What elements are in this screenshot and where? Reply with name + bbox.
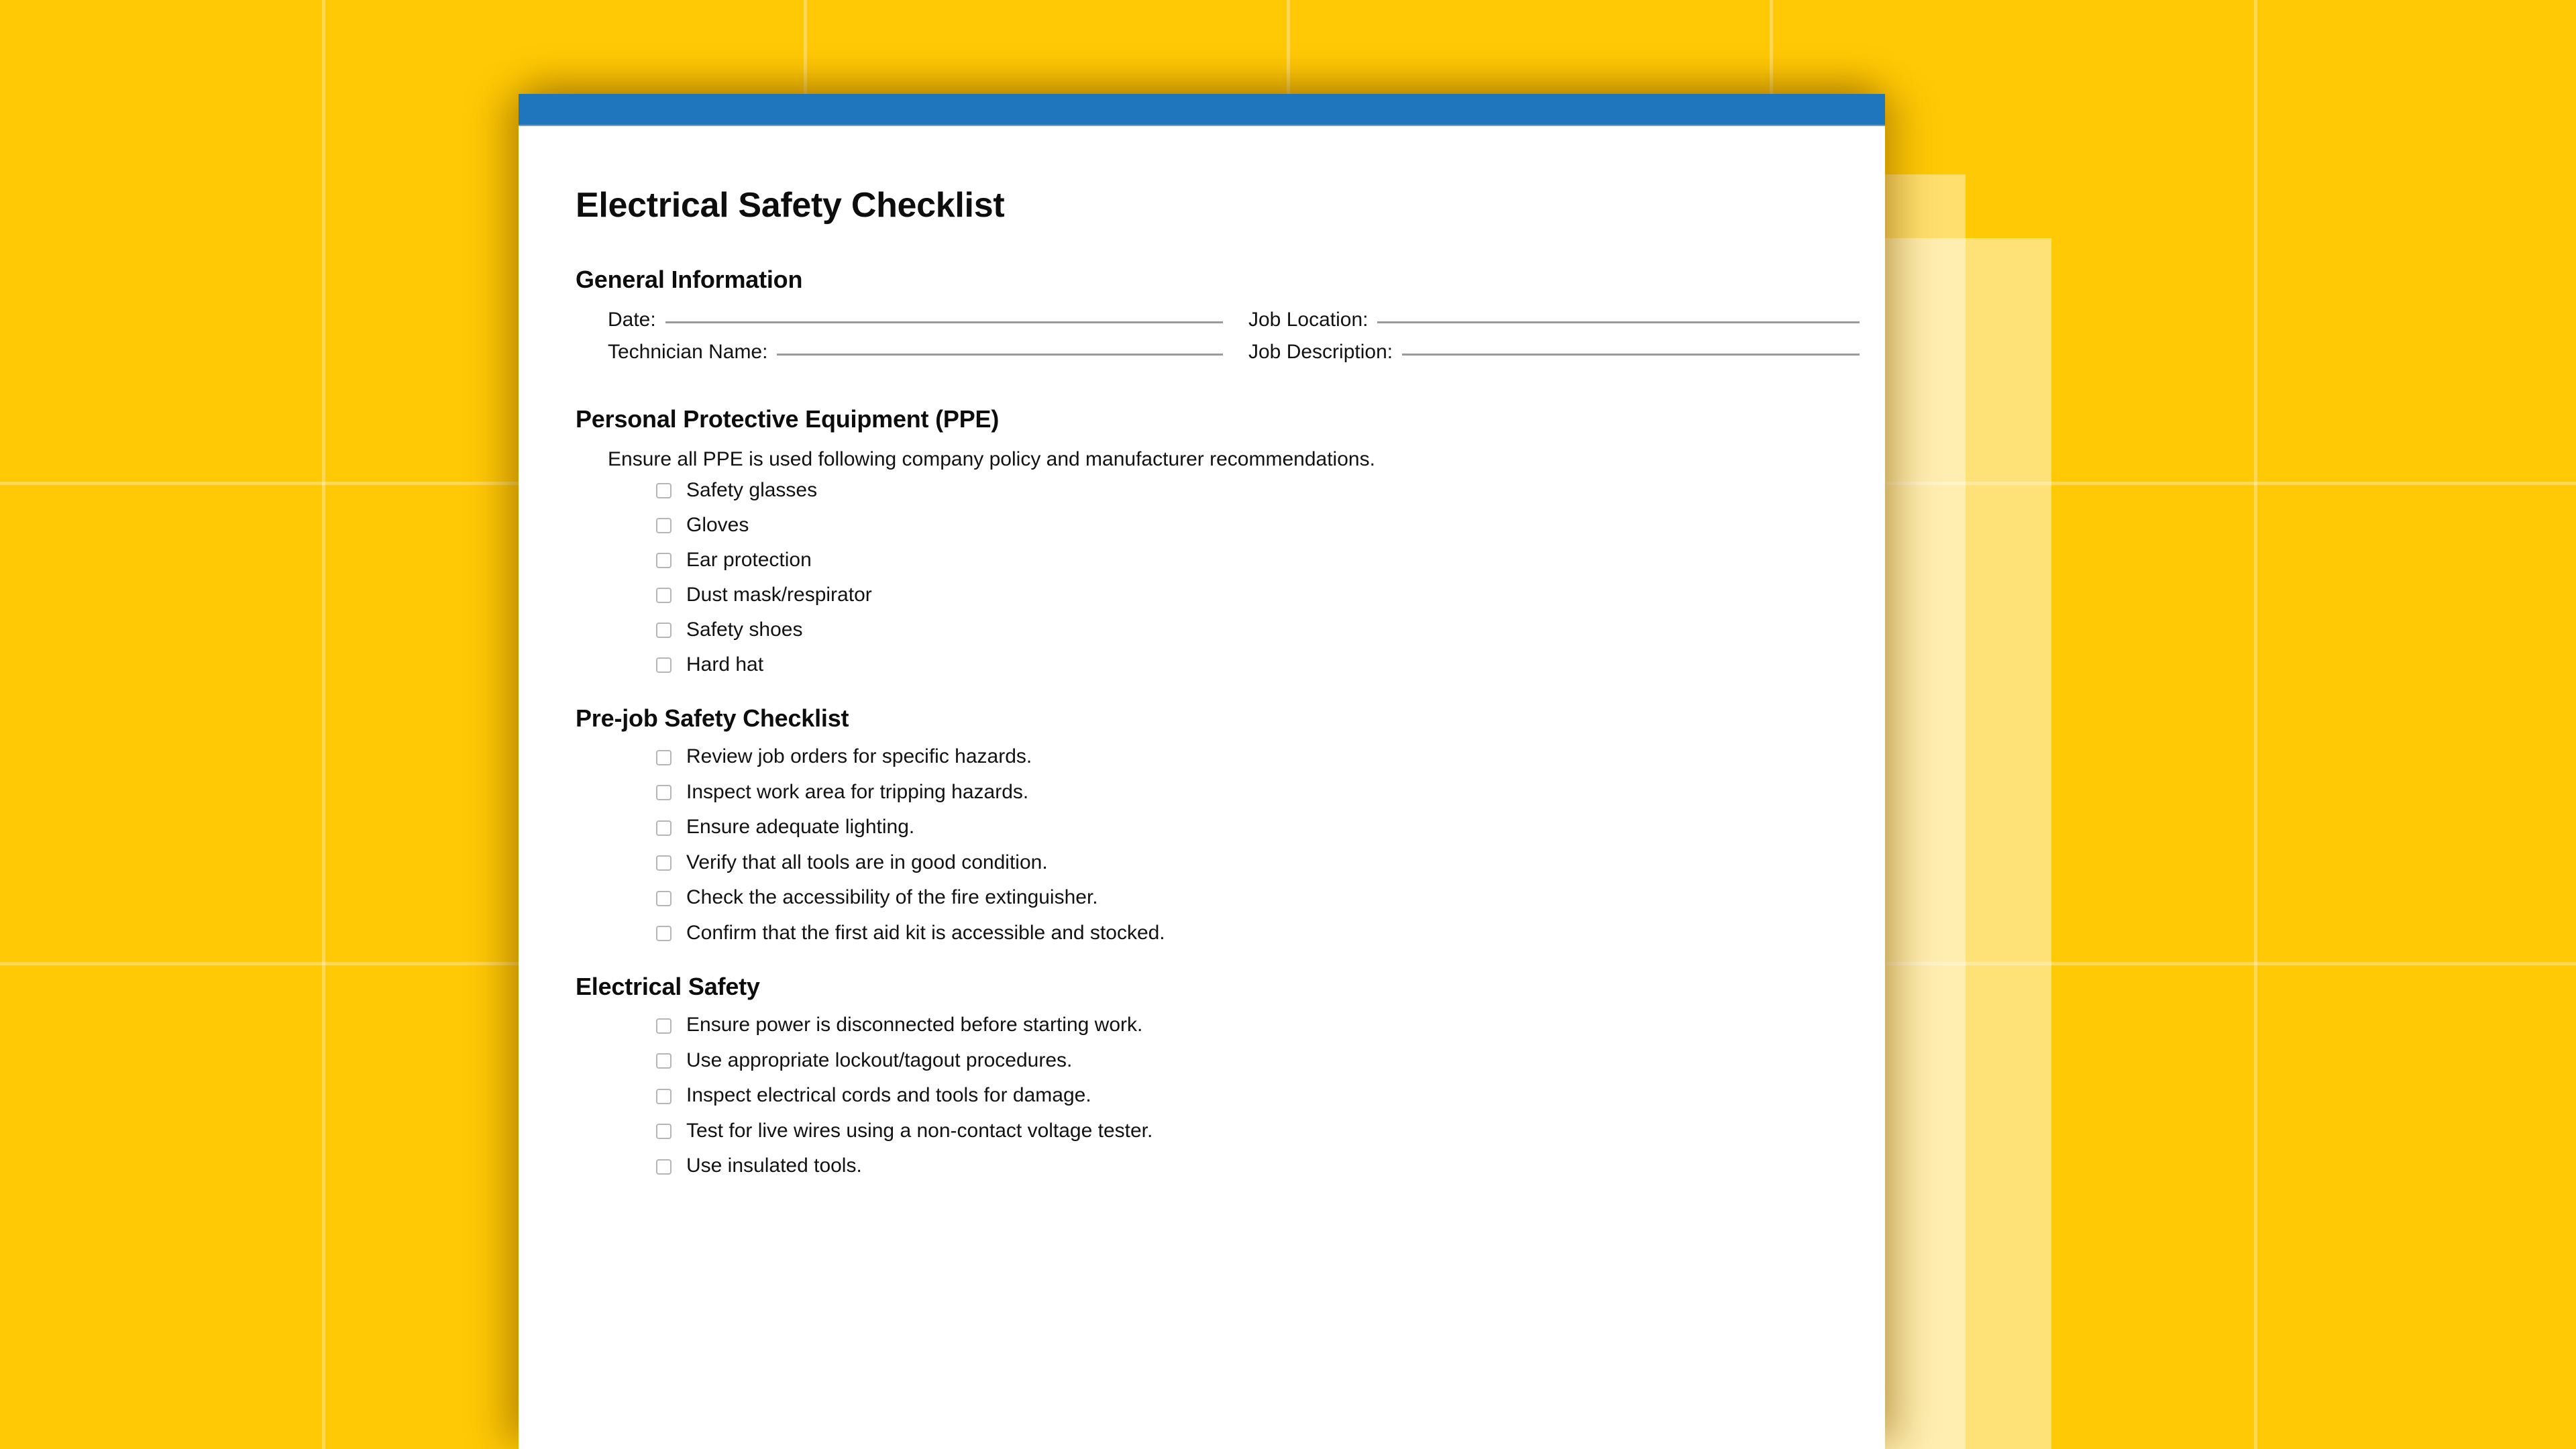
- field-row-job-description: [1248, 341, 1885, 364]
- section-pre-job-safety-checklist: [576, 704, 1885, 943]
- field-input-line[interactable]: [1377, 321, 1860, 323]
- field-row-job-location: [1248, 309, 1885, 331]
- document-body: [519, 126, 1885, 1176]
- checklist-item[interactable]: [656, 782, 1885, 802]
- section-ppe: [576, 405, 1885, 675]
- grid-line-vertical-4: [2254, 0, 2257, 1449]
- checklist-electrical-safety: [656, 1016, 1885, 1177]
- checkbox-icon[interactable]: [656, 820, 672, 836]
- checklist-item[interactable]: [656, 1157, 1885, 1177]
- checklist-item[interactable]: [656, 1051, 1885, 1071]
- checkbox-icon[interactable]: [656, 1053, 672, 1069]
- field-input-line[interactable]: [665, 321, 1223, 323]
- checkbox-icon[interactable]: [656, 1124, 672, 1139]
- checklist-item[interactable]: [656, 480, 1885, 500]
- checklist-item-label: Dust mask/respirator: [686, 583, 872, 606]
- section-electrical-safety: [576, 973, 1885, 1177]
- checklist-item[interactable]: [656, 1016, 1885, 1036]
- checkbox-icon[interactable]: [656, 623, 672, 638]
- checklist-item-label: Safety shoes: [686, 618, 803, 641]
- field-input-line[interactable]: [1402, 354, 1860, 356]
- checkbox-icon[interactable]: [656, 891, 672, 906]
- checklist-item-label: Review job orders for specific hazards.: [686, 745, 1032, 768]
- document-page: [519, 94, 1885, 1449]
- section-heading-pre-job-safety-checklist: Pre-job Safety Checklist: [576, 704, 849, 732]
- checklist-pre-job-safety: [656, 747, 1885, 943]
- section-heading-general-information: General Information: [576, 266, 803, 293]
- checklist-item-label: Safety glasses: [686, 478, 818, 501]
- field-row-date: [608, 309, 1248, 331]
- checklist-item[interactable]: [656, 585, 1885, 605]
- checklist-item-label: Use appropriate lockout/tagout procedures.: [686, 1049, 1073, 1071]
- checklist-item-label: Hard hat: [686, 653, 764, 676]
- checklist-ppe: [656, 480, 1885, 675]
- checklist-item[interactable]: [656, 888, 1885, 908]
- checklist-item-label: Use insulated tools.: [686, 1155, 862, 1177]
- checklist-item-label: Verify that all tools are in good condition.: [686, 851, 1048, 873]
- checklist-item-label: Inspect work area for tripping hazards.: [686, 780, 1029, 803]
- checklist-item[interactable]: [656, 923, 1885, 943]
- checklist-item[interactable]: [656, 655, 1885, 675]
- checkbox-icon[interactable]: [656, 926, 672, 941]
- field-label: Job Description:: [1248, 341, 1393, 363]
- checkbox-icon[interactable]: [656, 1018, 672, 1034]
- checklist-item[interactable]: [656, 515, 1885, 535]
- checkbox-icon[interactable]: [656, 785, 672, 800]
- checklist-item-label: Ensure adequate lighting.: [686, 816, 915, 839]
- grid-line-vertical-0: [322, 0, 325, 1449]
- checklist-item-label: Gloves: [686, 513, 749, 536]
- field-input-line[interactable]: [777, 354, 1223, 356]
- checkbox-icon[interactable]: [656, 1089, 672, 1104]
- section-heading-electrical-safety: Electrical Safety: [576, 972, 760, 1000]
- checklist-item[interactable]: [656, 853, 1885, 873]
- checklist-item-label: Test for live wires using a non-contact voltage tester.: [686, 1119, 1153, 1142]
- document-header-bar: [519, 94, 1885, 126]
- field-label: Technician Name:: [608, 341, 768, 363]
- checklist-item[interactable]: [656, 747, 1885, 767]
- section-heading-ppe: Personal Protective Equipment (PPE): [576, 405, 1000, 433]
- section-general-information: [576, 266, 1885, 364]
- checklist-item-label: Ensure power is disconnected before starting work.: [686, 1014, 1143, 1036]
- field-row-technician-name: [608, 341, 1248, 364]
- checklist-item[interactable]: [656, 1121, 1885, 1141]
- checkbox-icon[interactable]: [656, 855, 672, 871]
- checklist-item[interactable]: [656, 1086, 1885, 1106]
- checklist-item-label: Check the accessibility of the fire extinguisher.: [686, 886, 1098, 909]
- ppe-note: Ensure all PPE is used following company policy and manufacturer recommendations.: [608, 448, 1375, 470]
- checklist-item[interactable]: [656, 620, 1885, 640]
- checkbox-icon[interactable]: [656, 750, 672, 765]
- field-label: Date:: [608, 309, 656, 331]
- checkbox-icon[interactable]: [656, 588, 672, 603]
- checklist-item-label: Inspect electrical cords and tools for damage.: [686, 1084, 1091, 1107]
- checkbox-icon[interactable]: [656, 483, 672, 498]
- field-label: Job Location:: [1248, 309, 1368, 331]
- checkbox-icon[interactable]: [656, 657, 672, 673]
- page-title: Electrical Safety Checklist: [576, 186, 1005, 225]
- checklist-item-label: Ear protection: [686, 548, 812, 571]
- general-information-fields: [608, 309, 1885, 364]
- checklist-item[interactable]: [656, 818, 1885, 838]
- checkbox-icon[interactable]: [656, 518, 672, 533]
- checkbox-icon[interactable]: [656, 553, 672, 568]
- paper-stack-layer-front: [1885, 238, 2051, 1449]
- checklist-item-label: Confirm that the first aid kit is accessible and stocked.: [686, 921, 1165, 944]
- checkbox-icon[interactable]: [656, 1159, 672, 1175]
- checklist-item[interactable]: [656, 550, 1885, 570]
